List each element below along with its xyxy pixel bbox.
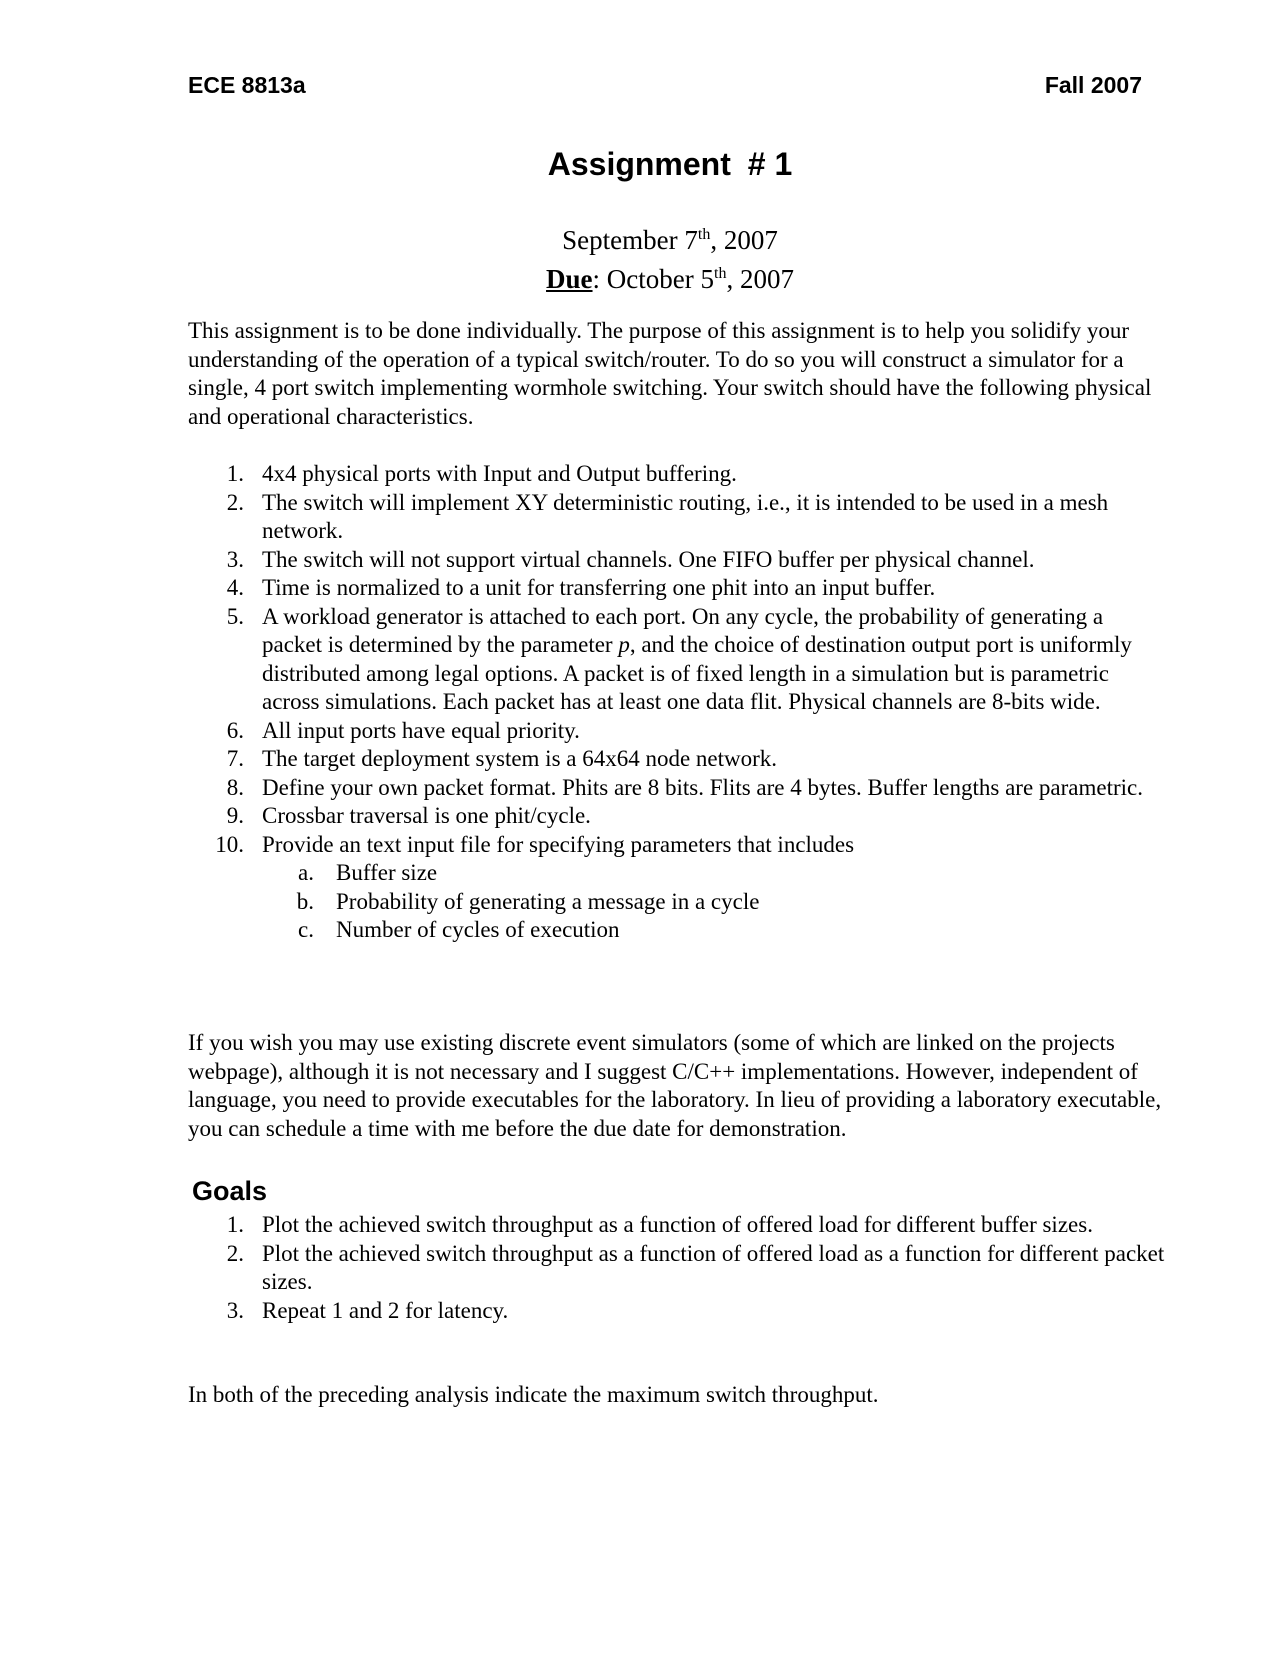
course-code: ECE 8813a — [188, 72, 306, 98]
final-paragraph: In both of the preceding analysis indicate the maximum switch throughput. — [188, 1382, 879, 1407]
list-item: 3. The switch will not support virtual channels. One FIFO buffer per physical channel. — [226, 546, 1035, 572]
goals-heading: Goals — [192, 1176, 268, 1206]
requirements-list — [188, 460, 1168, 945]
list-item: 10. Provide an text input file for specifying parameters that includes a. Buffer size b. Probability of generating a message in a cycle c. Number of cycles of execution — [188, 831, 1168, 945]
issued-date: September 7th, 2007 — [562, 225, 778, 255]
title-number: # 1 — [747, 146, 793, 182]
sublist-item: a. Buffer size — [298, 860, 438, 885]
due-label: Due — [546, 264, 593, 294]
page-title — [0, 146, 1280, 183]
list-item: 1. Plot the achieved switch throughput as a function of offered load for different buffer sizes. — [226, 1212, 1093, 1237]
list-item: 6. All input ports have equal priority. — [226, 717, 580, 743]
list-item: 5. A workload generator is attached to each port. On any cycle, the probability of generating a packet is determined by the parameter p, and the choice of destination output port is uniformly distributed among legal options. A packet is of fixed length in a simulation but is parametric across simulations. Each packet has at least one data flit. Physical channels are 8-bits wide. — [226, 603, 1132, 714]
sublist-item: b. Probability of generating a message in a cycle — [296, 888, 760, 914]
title-label: Assignment — [547, 146, 731, 182]
list-item: 2. Plot the achieved switch throughput as a function of offered load as a function for different packet sizes. — [226, 1240, 1165, 1294]
list-item: 7. The target deployment system is a 64x64 node network. — [226, 746, 778, 771]
list-item: 2. The switch will implement XY deterministic routing, i.e., it is intended to be used in a mesh network. — [226, 489, 1109, 543]
sublist-item: c. Number of cycles of execution — [298, 917, 620, 942]
list-item: 9. Crossbar traversal is one phit/cycle. — [226, 803, 591, 828]
list-item: 8. Define your own packet format. Phits are 8 bits. Flits are 4 bytes. Buffer lengths are parametric. — [226, 774, 1143, 800]
intro-paragraph: This assignment is to be done individually. The purpose of this assignment is to help you solidify your understanding of the operation of a typical switch/router. To do so you will construct a simulator for a single, 4 port switch implementing wormhole switching. Your switch should have the following physical and operational characteristics. — [188, 318, 1152, 429]
dates-block — [0, 218, 1280, 296]
parameter-p: p — [618, 632, 630, 657]
list-item: 4. Time is normalized to a unit for transferring one phit into an input buffer. — [226, 575, 936, 600]
due-date: Due: October 5th, 2007 — [546, 264, 794, 294]
goals-list — [188, 1211, 1168, 1325]
list-item: 1. 4x4 physical ports with Input and Output buffering. — [226, 461, 737, 486]
parameter-sublist — [262, 859, 1168, 945]
term: Fall 2007 — [1044, 72, 1142, 98]
list-item: 3. Repeat 1 and 2 for latency. — [226, 1297, 509, 1323]
simulator-paragraph: If you wish you may use existing discrete event simulators (some of which are linked on the projects webpage), although it is not necessary and I suggest C/C++ implementations. However, independent of language, you need to provide executables for the laboratory. In lieu of providing a laboratory executable, you can schedule a time with me before the due date for demonstration. — [188, 1030, 1162, 1141]
